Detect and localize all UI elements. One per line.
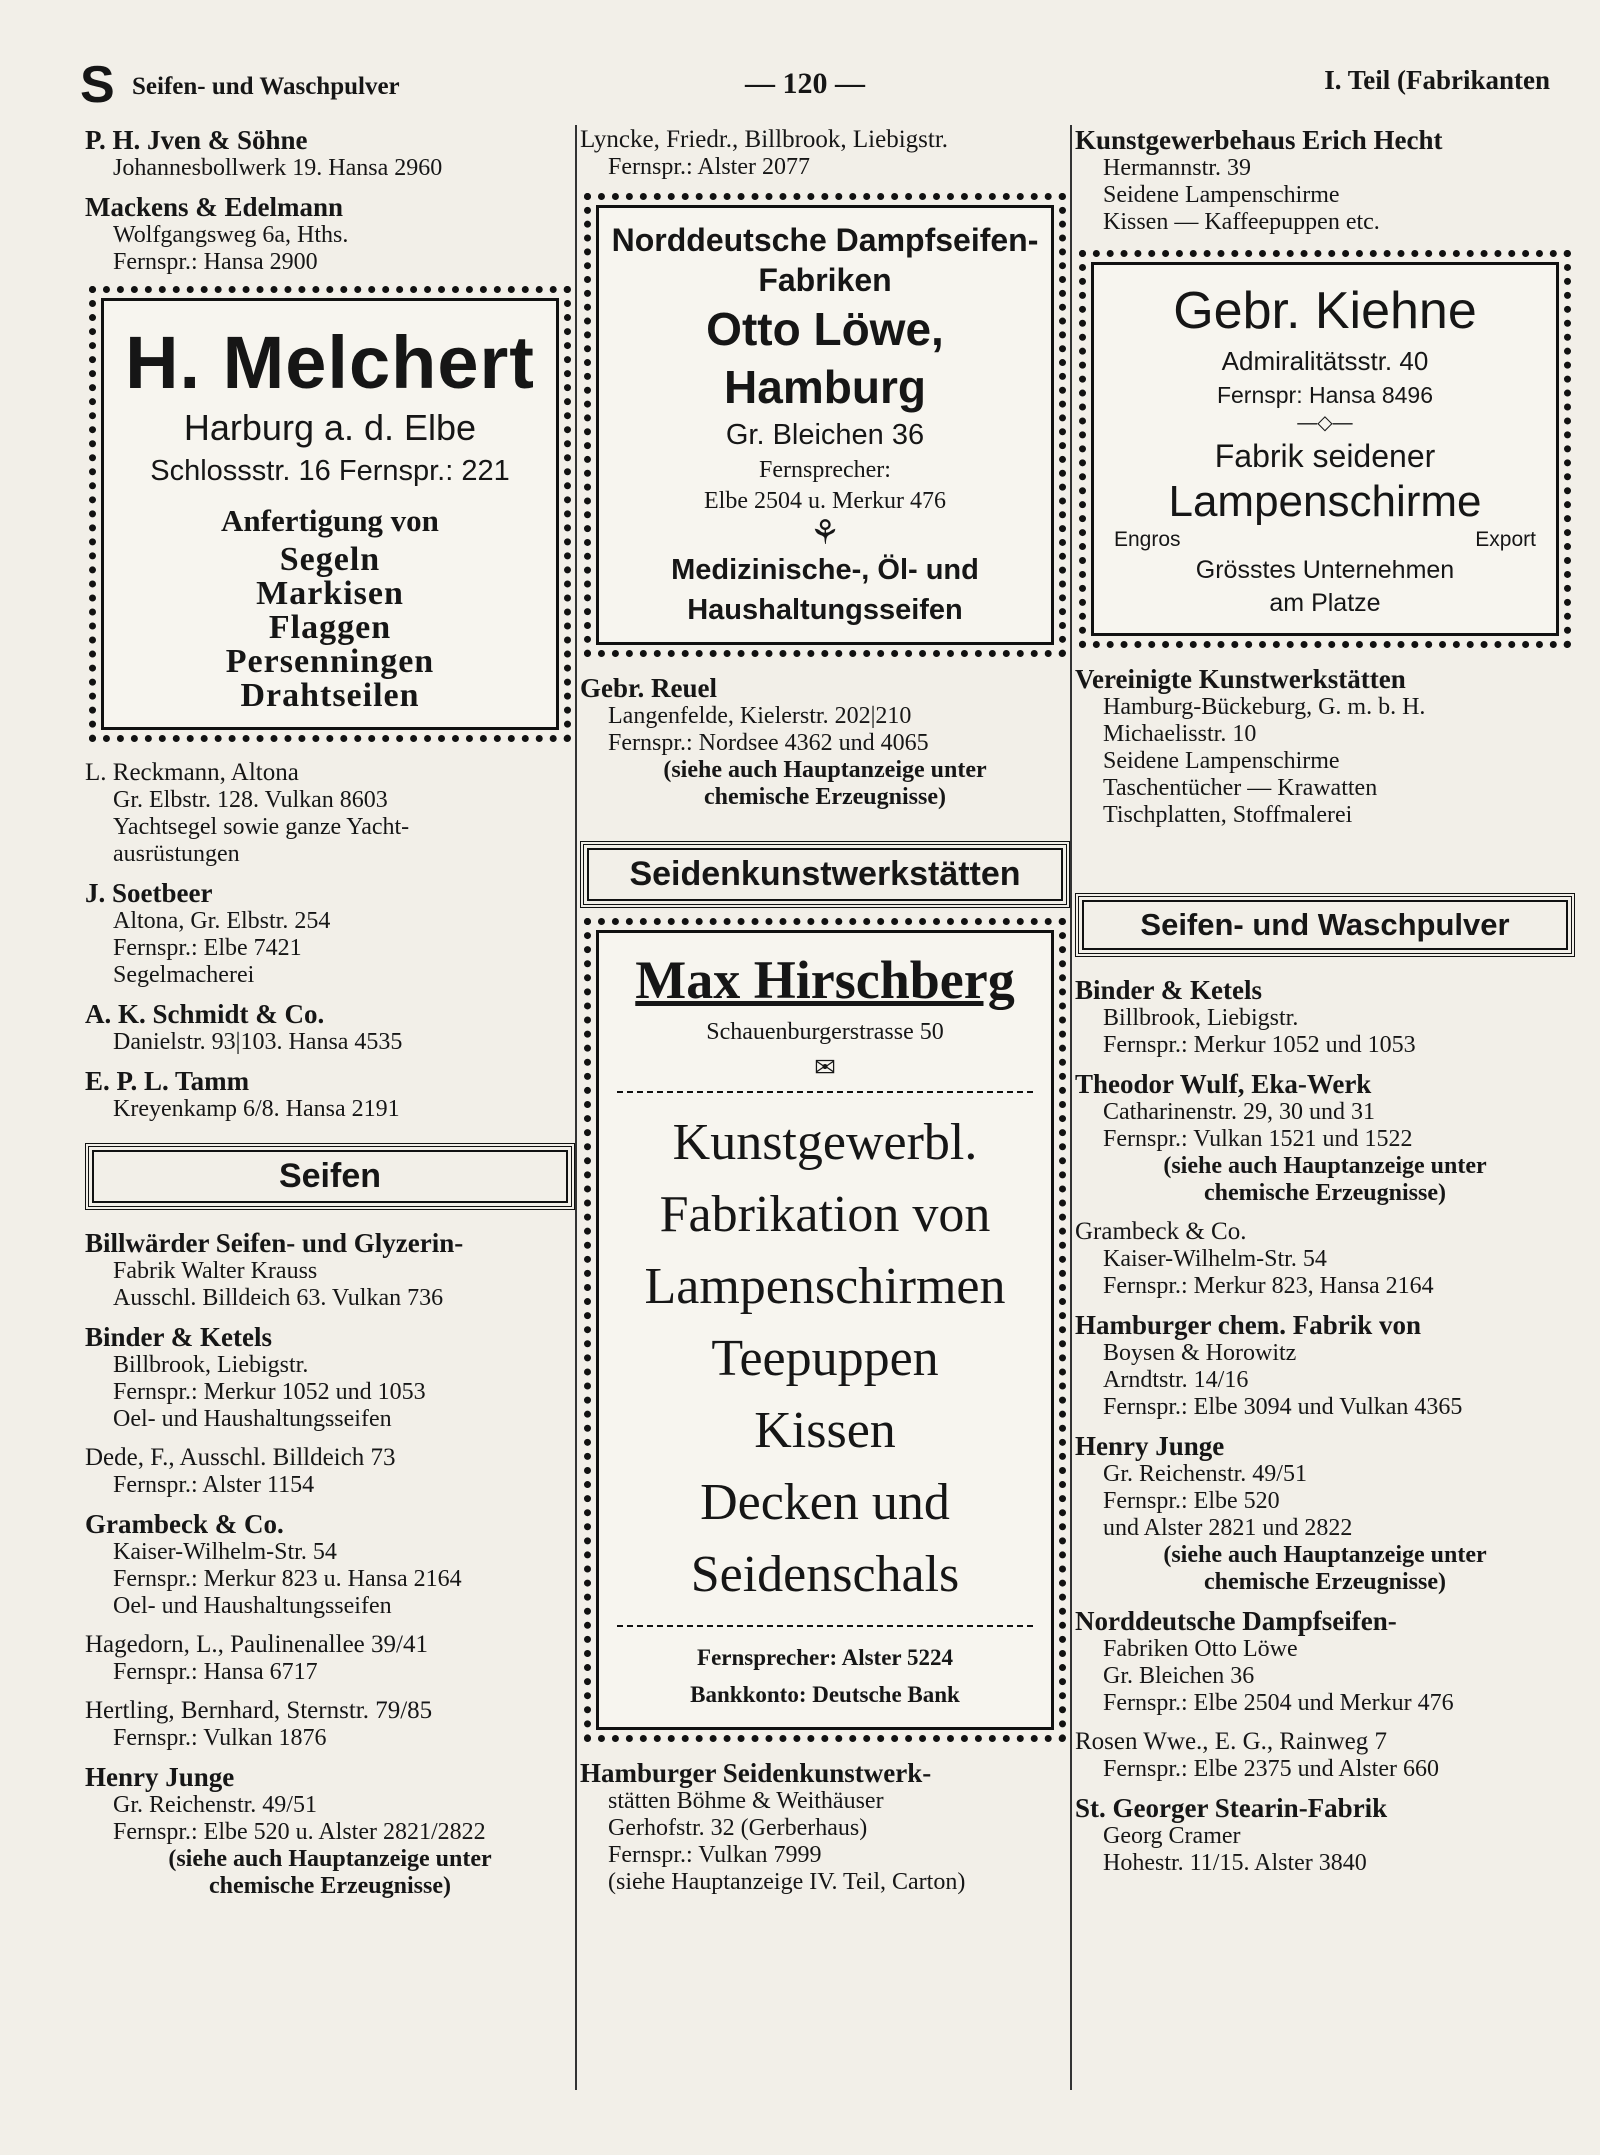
entry-detail: Gr. Elbstr. 128. Vulkan 8603 bbox=[113, 787, 388, 813]
ad-products bbox=[114, 543, 546, 713]
page-number: — 120 — bbox=[745, 67, 865, 100]
entry-detail: Langenfelde, Kielerstr. 202|210 bbox=[608, 703, 912, 729]
ad-products: Medizinische-, Öl- und bbox=[671, 554, 979, 586]
entry-list bbox=[1075, 664, 1575, 829]
entry-name: Henry Junge bbox=[85, 1762, 235, 1792]
entry-detail: Gr. Reichenstr. 49/51 bbox=[113, 1792, 317, 1818]
ad-engros: Engros bbox=[1114, 528, 1181, 551]
ad-address: Admiralitätsstr. 40 bbox=[1221, 346, 1429, 376]
entry-detail: (siehe Hauptanzeige IV. Teil, Carton) bbox=[608, 1869, 966, 1895]
section-heading: Seifen bbox=[85, 1143, 575, 1210]
entry-name: Grambeck & Co. bbox=[85, 1509, 284, 1539]
entry-detail: Fernspr.: Elbe 520 u. Alster 2821/2822 bbox=[113, 1819, 486, 1845]
entry-name: A. K. Schmidt & Co. bbox=[85, 999, 325, 1029]
ad-product-line: Kissen bbox=[754, 1402, 896, 1459]
ad-export: Export bbox=[1475, 528, 1536, 551]
entry-detail: Billbrook, Liebigstr. bbox=[1103, 1005, 1299, 1031]
divider bbox=[617, 1625, 1033, 1627]
entry-detail: Oel- und Haushaltungsseifen bbox=[113, 1406, 392, 1432]
entry-detail: Gerhofstr. 32 (Gerberhaus) bbox=[608, 1815, 868, 1841]
entry-detail: Catharinenstr. 29, 30 und 31 bbox=[1103, 1099, 1375, 1125]
entry-detail: Fernspr.: Hansa 6717 bbox=[113, 1659, 318, 1685]
entry-note: (siehe auch Hauptanzeige unter bbox=[1163, 1542, 1487, 1568]
entry-detail: Fernspr.: Vulkan 1876 bbox=[113, 1725, 327, 1751]
entry-detail: Fabriken Otto Löwe bbox=[1103, 1636, 1298, 1662]
ad-company-name: Otto Löwe, Hamburg bbox=[706, 303, 944, 413]
section-heading: Seidenkunstwerkstätten bbox=[580, 841, 1070, 908]
directory-entry bbox=[1075, 1069, 1575, 1207]
kiehne-advertisement bbox=[1091, 262, 1559, 636]
entry-name: Theodor Wulf, Eka-Werk bbox=[1075, 1069, 1372, 1099]
entry-name: Hertling, Bernhard, Sternstr. 79/85 bbox=[85, 1697, 433, 1724]
entry-detail: Fernspr.: Elbe 520 bbox=[1103, 1488, 1280, 1514]
entry-name: Rosen Wwe., E. G., Rainweg 7 bbox=[1075, 1728, 1387, 1755]
directory-entry bbox=[1075, 1606, 1575, 1717]
directory-entry bbox=[580, 1758, 1070, 1896]
ad-phone: Fernspr: Hansa 8496 bbox=[1216, 382, 1434, 408]
entry-detail: Segelmacherei bbox=[113, 962, 255, 988]
ad-product-line: Lampenschirmen bbox=[644, 1258, 1006, 1315]
ad-phone: Fernsprecher: Alster 5224 bbox=[697, 1645, 953, 1670]
entry-name: Norddeutsche Dampfseifen- bbox=[1075, 1606, 1397, 1636]
entry-detail: Fernspr.: Merkur 1052 und 1053 bbox=[113, 1379, 426, 1405]
entry-name: Binder & Ketels bbox=[85, 1322, 272, 1352]
entry-detail: stätten Böhme & Weithäuser bbox=[608, 1788, 884, 1814]
directory-entry bbox=[1075, 975, 1575, 1059]
entry-detail: Fernspr.: Merkur 1052 und 1053 bbox=[1103, 1032, 1416, 1058]
entry-name: Gebr. Reuel bbox=[580, 673, 717, 703]
entry-detail: Fernspr.: Elbe 3094 und Vulkan 4365 bbox=[1103, 1394, 1463, 1420]
entry-detail: Altona, Gr. Elbstr. 254 bbox=[113, 908, 331, 934]
entry-name: St. Georger Stearin-Fabrik bbox=[1075, 1793, 1388, 1823]
entry-detail: Wolfgangsweg 6a, Hths. bbox=[113, 222, 349, 248]
directory-entry bbox=[85, 1443, 575, 1499]
otto-loewe-advertisement bbox=[596, 205, 1054, 645]
ad-product-line: Kunstgewerbl. bbox=[672, 1114, 978, 1171]
ad-product-line: Teepuppen bbox=[711, 1330, 939, 1387]
directory-entry bbox=[1075, 1431, 1575, 1596]
directory-entry bbox=[85, 1066, 575, 1123]
directory-entry bbox=[85, 1322, 575, 1433]
ornament-icon: —◇— bbox=[1297, 412, 1353, 434]
entry-name: E. P. L. Tamm bbox=[85, 1066, 250, 1096]
ad-company-name: Max Hirschberg bbox=[635, 950, 1015, 1010]
entry-detail: Fernspr.: Nordsee 4362 und 4065 bbox=[608, 730, 929, 756]
entry-name: L. Reckmann, Altona bbox=[85, 759, 299, 786]
entry-detail: Seidene Lampenschirme bbox=[1103, 748, 1340, 774]
entry-list bbox=[1075, 975, 1575, 1877]
entry-note: chemische Erzeugnisse) bbox=[704, 784, 946, 810]
entry-detail: Fernspr.: Vulkan 1521 und 1522 bbox=[1103, 1126, 1413, 1152]
entry-detail: Hohestr. 11/15. Alster 3840 bbox=[1103, 1850, 1367, 1876]
entry-name: Hagedorn, L., Paulinenallee 39/41 bbox=[85, 1631, 428, 1658]
directory-entry bbox=[85, 192, 575, 276]
directory-entry bbox=[1075, 664, 1575, 829]
entry-detail: Fernspr.: Hansa 2900 bbox=[113, 249, 318, 275]
entry-detail: Johannesbollwerk 19. Hansa 2960 bbox=[113, 155, 443, 181]
part-title: I. Teil (Fabrikanten bbox=[1324, 65, 1550, 95]
entry-name: Grambeck & Co. bbox=[1075, 1218, 1247, 1245]
entry-name: P. H. Jven & Söhne bbox=[85, 125, 308, 155]
entry-detail: Boysen & Horowitz bbox=[1103, 1340, 1297, 1366]
entry-list bbox=[580, 1758, 1070, 1896]
entry-detail: Taschentücher — Krawatten bbox=[1103, 775, 1378, 801]
entry-list bbox=[580, 673, 1070, 811]
entry-name: J. Soetbeer bbox=[85, 878, 213, 908]
ad-line: Fabriken bbox=[758, 262, 892, 298]
ad-bank: Bankkonto: Deutsche Bank bbox=[690, 1682, 960, 1707]
entry-detail: Yachtsegel sowie ganze Yacht- bbox=[113, 814, 410, 840]
directory-entry bbox=[85, 999, 575, 1056]
ad-line: Norddeutsche Dampfseifen- bbox=[611, 222, 1039, 258]
entry-detail: Gr. Reichenstr. 49/51 bbox=[1103, 1461, 1307, 1487]
directory-entry bbox=[1075, 1217, 1575, 1300]
ad-products: Haushaltungsseifen bbox=[687, 594, 963, 626]
section-letter: S bbox=[80, 56, 115, 114]
entry-detail: Fernspr.: Alster 2077 bbox=[608, 154, 810, 180]
entry-name: Dede, F., Ausschl. Billdeich 73 bbox=[85, 1444, 396, 1471]
ad-address: Schauenburgerstrasse 50 bbox=[706, 1019, 944, 1045]
entry-detail: ausrüstungen bbox=[113, 841, 240, 867]
ad-product-line: Decken und bbox=[700, 1474, 950, 1531]
entry-detail: Michaelisstr. 10 bbox=[1103, 721, 1257, 747]
entry-name: Hamburger chem. Fabrik von bbox=[1075, 1310, 1421, 1340]
entry-detail: Danielstr. 93|103. Hansa 4535 bbox=[113, 1029, 403, 1055]
ad-line: Lampenschirme bbox=[1168, 477, 1482, 526]
entry-name: Kunstgewerbehaus Erich Hecht bbox=[1075, 125, 1443, 155]
ad-intro: Anfertigung von bbox=[221, 503, 439, 538]
directory-entry bbox=[580, 673, 1070, 811]
entry-detail: Hamburg-Bückeburg, G. m. b. H. bbox=[1103, 694, 1426, 720]
ad-product-line: Persenningen bbox=[225, 643, 435, 680]
entry-detail: Kreyenkamp 6/8. Hansa 2191 bbox=[113, 1096, 400, 1122]
column-1 bbox=[85, 125, 575, 1910]
entry-detail: Fernspr.: Elbe 7421 bbox=[113, 935, 302, 961]
directory-entry bbox=[85, 1696, 575, 1752]
entry-detail: Fernspr.: Merkur 823 u. Hansa 2164 bbox=[113, 1566, 462, 1592]
entry-detail: Kaiser-Wilhelm-Str. 54 bbox=[113, 1539, 337, 1565]
ad-city: Harburg a. d. Elbe bbox=[183, 407, 477, 448]
entry-note: chemische Erzeugnisse) bbox=[1204, 1180, 1446, 1206]
ad-phone: Elbe 2504 u. Merkur 476 bbox=[704, 488, 946, 514]
directory-entry bbox=[1075, 1793, 1575, 1877]
directory-entry bbox=[1075, 1310, 1575, 1421]
entry-detail: und Alster 2821 und 2822 bbox=[1103, 1515, 1353, 1541]
entry-detail: Hermannstr. 39 bbox=[1103, 155, 1251, 181]
entry-list bbox=[85, 125, 575, 276]
entry-name: Vereinigte Kunstwerkstätten bbox=[1075, 664, 1406, 694]
directory-entry bbox=[1075, 1727, 1575, 1783]
entry-detail: Arndtstr. 14/16 bbox=[1103, 1367, 1249, 1393]
entry-name: Hamburger Seidenkunstwerk- bbox=[580, 1758, 932, 1788]
entry-detail: Fernspr.: Elbe 2504 und Merkur 476 bbox=[1103, 1690, 1454, 1716]
divider bbox=[617, 1091, 1033, 1093]
ad-phone-label: Fernsprecher: bbox=[759, 457, 891, 483]
entry-name: Billwärder Seifen- und Glyzerin- bbox=[85, 1228, 464, 1258]
column-2 bbox=[580, 125, 1070, 1906]
entry-note: chemische Erzeugnisse) bbox=[209, 1873, 451, 1899]
directory-entry bbox=[580, 125, 1070, 181]
ad-product-line: Fabrikation von bbox=[659, 1186, 991, 1243]
ad-product-line: Markisen bbox=[256, 575, 404, 612]
page-header bbox=[80, 55, 1550, 115]
entry-note: (siehe auch Hauptanzeige unter bbox=[168, 1846, 492, 1872]
directory-entry bbox=[85, 1630, 575, 1686]
section-heading: Seifen- und Waschpulver bbox=[1075, 893, 1575, 957]
entry-list bbox=[580, 125, 1070, 181]
entry-note: (siehe auch Hauptanzeige unter bbox=[663, 757, 987, 783]
entry-detail: Kissen — Kaffeepuppen etc. bbox=[1103, 209, 1380, 235]
ad-product-line: Drahtseilen bbox=[240, 677, 420, 714]
entry-detail: Oel- und Haushaltungsseifen bbox=[113, 1593, 392, 1619]
directory-entry bbox=[85, 1762, 575, 1900]
entry-name: Binder & Ketels bbox=[1075, 975, 1262, 1005]
melchert-advertisement bbox=[101, 298, 559, 730]
column-3 bbox=[1075, 125, 1575, 1887]
entry-detail: Billbrook, Liebigstr. bbox=[113, 1352, 309, 1378]
directory-entry bbox=[85, 1228, 575, 1312]
ad-trade-row bbox=[1104, 527, 1546, 553]
directory-entry bbox=[85, 125, 575, 182]
entry-detail: Fernspr.: Elbe 2375 und Alster 660 bbox=[1103, 1756, 1439, 1782]
ad-line: Grösstes Unternehmen bbox=[1195, 556, 1455, 584]
entry-detail: Kaiser-Wilhelm-Str. 54 bbox=[1103, 1246, 1327, 1272]
entry-name: Mackens & Edelmann bbox=[85, 192, 344, 222]
entry-name: Lyncke, Friedr., Billbrook, Liebigstr. bbox=[580, 126, 949, 153]
entry-detail: Fernspr.: Vulkan 7999 bbox=[608, 1842, 822, 1868]
hirschberg-advertisement bbox=[596, 930, 1054, 1730]
ad-product-line: Seidenschals bbox=[690, 1546, 960, 1603]
entry-name: Henry Junge bbox=[1075, 1431, 1225, 1461]
entry-detail: Georg Cramer bbox=[1103, 1823, 1241, 1849]
directory-entry bbox=[85, 1509, 575, 1620]
ad-product-line: Flaggen bbox=[268, 609, 392, 646]
ornament-icon: ⚘ bbox=[809, 514, 841, 552]
entry-detail: Fernspr.: Alster 1154 bbox=[113, 1472, 315, 1498]
entry-detail: Gr. Bleichen 36 bbox=[1103, 1663, 1255, 1689]
entry-list bbox=[85, 1228, 575, 1900]
ad-products bbox=[609, 1107, 1041, 1611]
column-rule bbox=[1070, 125, 1072, 2090]
column-rule bbox=[575, 125, 577, 2090]
running-title: Seifen- und Waschpulver bbox=[132, 73, 400, 100]
entry-detail: Tischplatten, Stoffmalerei bbox=[1103, 802, 1353, 828]
directory-entry bbox=[85, 878, 575, 989]
ad-company-name: Gebr. Kiehne bbox=[1173, 282, 1477, 340]
entry-detail: Seidene Lampenschirme bbox=[1103, 182, 1340, 208]
entry-list bbox=[1075, 125, 1575, 236]
entry-note: chemische Erzeugnisse) bbox=[1204, 1569, 1446, 1595]
ornament-icon: ✉ bbox=[814, 1052, 836, 1082]
entry-detail: Fernspr.: Merkur 823, Hansa 2164 bbox=[1103, 1273, 1434, 1299]
directory-entry bbox=[85, 758, 575, 868]
entry-note: (siehe auch Hauptanzeige unter bbox=[1163, 1153, 1487, 1179]
ad-address: Schlossstr. 16 Fernspr.: 221 bbox=[150, 455, 510, 487]
ad-company-name: H. Melchert bbox=[125, 321, 535, 404]
ad-product-line: Segeln bbox=[279, 541, 381, 578]
entry-list bbox=[85, 758, 575, 1123]
ad-line: Fabrik seidener bbox=[1214, 438, 1436, 474]
ad-line: am Platze bbox=[1269, 589, 1381, 617]
directory-entry bbox=[1075, 125, 1575, 236]
entry-detail: Fabrik Walter Krauss bbox=[113, 1258, 318, 1284]
entry-detail: Ausschl. Billdeich 63. Vulkan 736 bbox=[113, 1285, 444, 1311]
ad-address: Gr. Bleichen 36 bbox=[725, 419, 925, 451]
